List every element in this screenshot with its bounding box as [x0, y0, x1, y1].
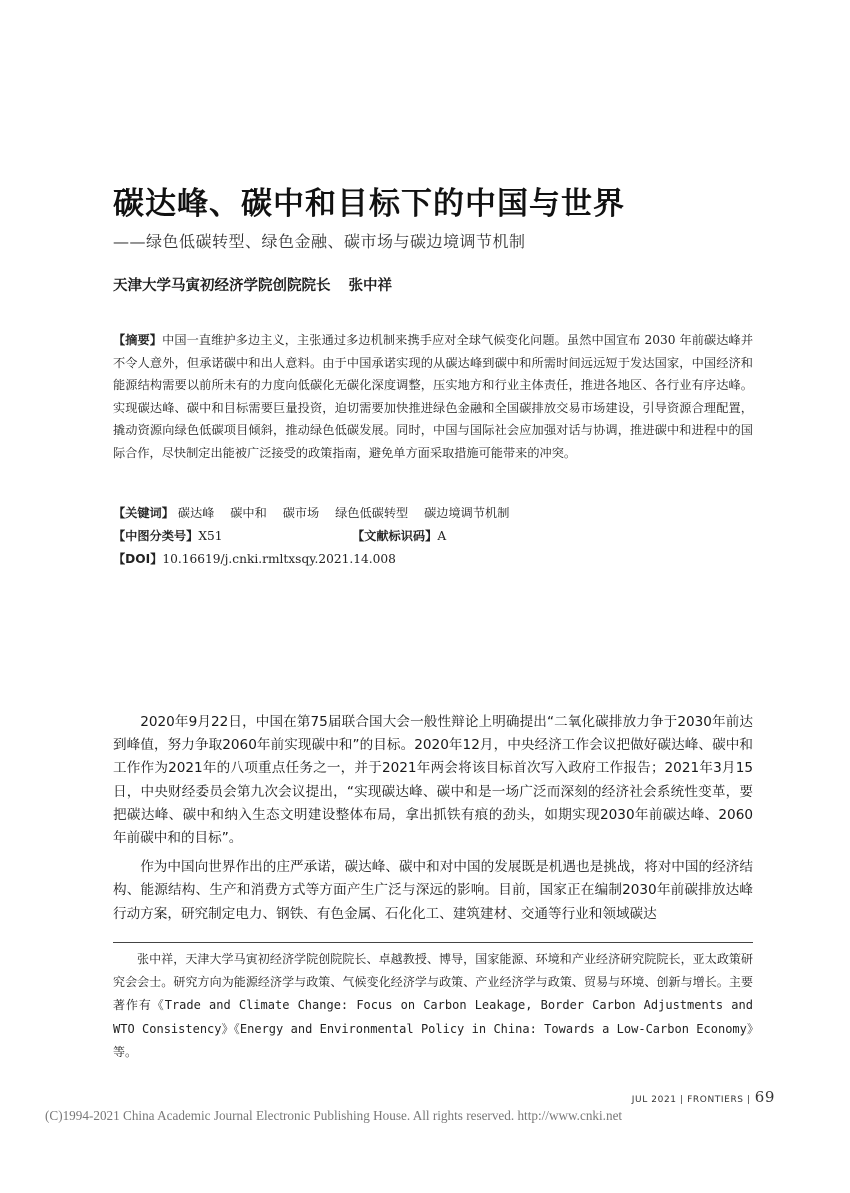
keyword-item: 碳边境调节机制: [424, 506, 510, 520]
doc-code: [352, 526, 446, 546]
article-title: 碳达峰、碳中和目标下的中国与世界: [113, 186, 625, 222]
journal-issue: JUL 2021 | FRONTIERS |: [631, 1095, 751, 1105]
doi-label: 【DOI】: [113, 552, 163, 566]
doi-value: 10.16619/j.cnki.rmltxsqy.2021.14.008: [162, 552, 396, 566]
keywords-label: 【关键词】: [113, 506, 174, 520]
keyword-item: 碳市场: [282, 506, 320, 520]
abstract-label: 【摘要】: [113, 333, 163, 347]
clc-value: X51: [198, 529, 223, 543]
keywords: [113, 503, 521, 523]
keyword-item: 绿色低碳转型: [335, 506, 409, 520]
author-name: 张中祥: [348, 278, 392, 294]
doi-line: [113, 549, 396, 569]
page-number: 69: [754, 1088, 775, 1106]
abstract: [113, 329, 753, 465]
clc-label: 【中图分类号】: [113, 529, 199, 543]
body-paragraph: 作为中国向世界作出的庄严承诺，碳达峰、碳中和对中国的发展既是机遇也是挑战，将对中国的经济结构、能源结构、生产和消费方式等方面产生广泛与深远的影响。目前，国家正在编制2030年前碳排放达峰行动方案，研究制定电力、钢铁、有色金属、石化化工、建筑建材、交通等行业和领域碳达: [113, 859, 753, 922]
abstract-text: 中国一直维护多边主义，主张通过多边机制来携手应对全球气候变化问题。虽然中国宣布 2030 年前碳达峰并不令人意外，但承诺碳中和出人意料。由于中国承诺实现的从碳达峰到碳中和所需时间远远短于发达国家，中国经济和能源结构需要以前所未有的力度向低碳化无碳化深度调整，压实地方和行业主体责任，推进各地区、各行业有序达峰。实现碳达峰、碳中和目标需要巨量投资，迫切需要加快推进绿色金融和全国碳排放交易市场建设，引导资源合理配置，撬动资源向绿色低碳项目倾斜，推动绿色低碳发展。同时，中国与国际社会应加强对话与协调，推进碳中和进程中的国际合作，尽快制定出能被广泛接受的政策指南，避免单方面采取措施可能带来的冲突。: [113, 333, 754, 460]
doc-code-value: A: [437, 529, 447, 543]
clc-classification: [113, 526, 223, 546]
keyword-item: 碳达峰: [177, 506, 215, 520]
body-text: [113, 711, 753, 932]
copyright-notice: (C)1994-2021 China Academic Journal Electronic Publishing House. All rights reserved. http://www.cnki.net: [45, 1108, 623, 1123]
page-footer: [600, 1088, 775, 1106]
author-footnote: 张中祥，天津大学马寅初经济学院创院院长、卓越教授、博导，国家能源、环境和产业经济研究院院长，亚太政策研究会会士。研究方向为能源经济学与政策、气候变化经济学与政策、产业经济学与政策、贸易与环境、创新与增长。主要著作有《Trade and Climate Change: Focus on Carbon Leakage, Border Carbon Adjustments and WTO Consistency》《Energy and Environmental Policy in China: Towards a Low-Carbon Economy》等。: [113, 952, 753, 1059]
article-subtitle: ——绿色低碳转型、绿色金融、碳市场与碳边境调节机制: [113, 232, 526, 251]
keyword-item: 碳中和: [230, 506, 267, 520]
author-line: [113, 274, 392, 295]
body-paragraph: 2020年9月22日，中国在第75届联合国大会一般性辩论上明确提出“二氧化碳排放力争于2030年前达到峰值，努力争取2060年前实现碳中和”的目标。2020年12月，中央经济工作会议把做好碳达峰、碳中和工作作为2021年的八项重点任务之一，并于2021年两会将该目标首次写入政府工作报告；2021年3月15日，中央财经委员会第九次会议提出，“实现碳达峰、碳中和是一场广泛而深刻的经济社会系统性变革，要把碳达峰、碳中和纳入生态文明建设整体布局，拿出抓铁有痕的劲头，如期实现2030年前碳达峰、2060年前碳中和的目标”。: [113, 714, 753, 847]
author-affiliation: 天津大学马寅初经济学院创院院长: [113, 278, 331, 294]
footnote-divider: [113, 942, 753, 943]
doc-code-label: 【文献标识码】: [352, 529, 438, 543]
